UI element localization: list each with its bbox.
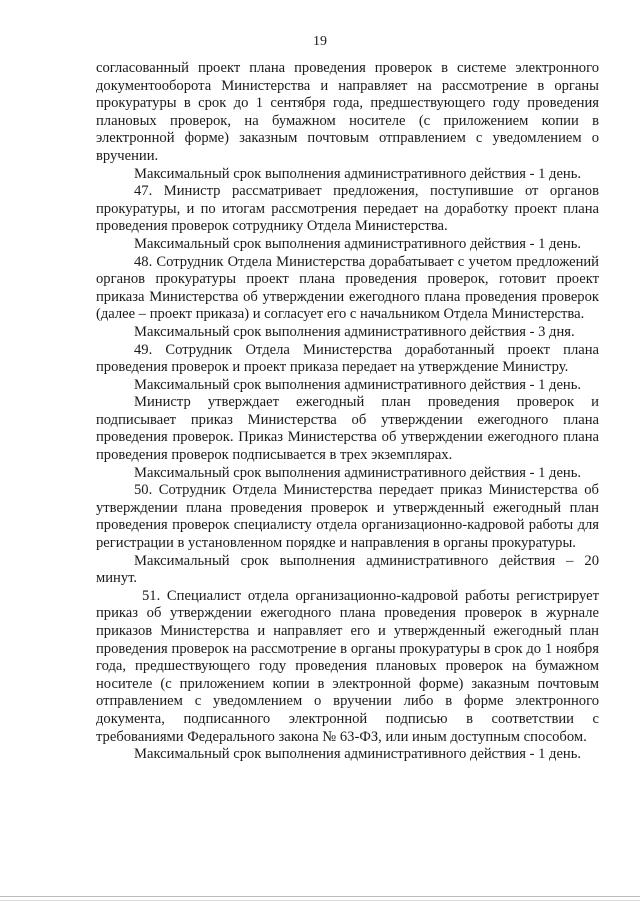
paragraph-deadline: Максимальный срок выполнения административного действия - 1 день.: [134, 376, 582, 393]
scan-edge-line: [0, 896, 640, 897]
paragraph-deadline: Максимальный срок выполнения административного действия - 1 день.: [134, 165, 582, 182]
paragraph-deadline: Максимальный срок выполнения административного действия - 1 день.: [134, 235, 582, 252]
scan-edge-line: [0, 900, 640, 901]
paragraph-item-48: 48. Сотрудник Отдела Министерства дорабатывает с учетом предложений органов прокуратуры проект плана проведения проверок, готовит проект приказа Министерства об утверждении ежегодного плана проведения проверок (далее – проект приказа) и согласует его с начальником Отдела Министерства.: [96, 253, 599, 323]
paragraph-minister-approval: Министр утверждает ежегодный план проведения проверок и подписывает приказ Министерства об утверждении ежегодного плана проведения проверок. Приказ Министерства об утверждении ежегодного плана проведения проверок подписывается в трех экземплярах.: [96, 394, 599, 464]
paragraph-item-50: 50. Сотрудник Отдела Министерства передает приказ Министерства об утверждении плана проведения проверок и утвержденный ежегодный план проведения проверок специалисту отдела организационно-кадровой работы для регистрации в установленном порядке и направления в органы прокуратуры.: [96, 482, 599, 552]
paragraph-deadline: Максимальный срок выполнения административного действия - 1 день.: [134, 746, 582, 763]
paragraph-deadline: Максимальный срок выполнения административного действия – 20 минут.: [96, 552, 599, 587]
paragraph-item-51: 51. Специалист отдела организационно-кадровой работы регистрирует приказ об утверждении ежегодного плана проведения проверок в журнале приказов Министерства и направляет его и утвержденный ежегодный план проведения проверок на рассмотрение в органы прокуратуры в срок до 1 ноября года, предшествующего году проведения плановых проверок на бумажном носителе (с приложением копии в электронной форме) заказным почтовым отправлением с уведомлением о вручении либо в форме электронного документа, подписанного электронной подписью в соответствии с требованиями Федерального закона № 63-ФЗ, или иным доступным способом.: [96, 587, 599, 745]
paragraph-continuation: согласованный проект плана проведения проверок в системе электронного документооборота Министерства и направляет на рассмотрение в органы прокуратуры в срок до 1 сентября года, предшествующего году проведения плановых проверок, на бумажном носителе (с приложением копии в электронной форме) заказным почтовым отправлением с уведомлением о вручении.: [96, 60, 599, 164]
document-body: [96, 60, 599, 764]
paragraph-deadline: Максимальный срок выполнения административного действия - 3 дня.: [134, 323, 575, 340]
paragraph-deadline: Максимальный срок выполнения административного действия - 1 день.: [134, 464, 582, 481]
paragraph-item-47: 47. Министр рассматривает предложения, поступившие от органов прокуратуры, и по итогам рассмотрения передает на доработку проект плана проведения проверок сотруднику Отдела Министерства.: [96, 183, 599, 235]
page-number: 19: [313, 34, 327, 49]
paragraph-item-49: 49. Сотрудник Отдела Министерства доработанный проект плана проведения проверок и проект приказа передает на утверждение Министру.: [96, 341, 599, 376]
